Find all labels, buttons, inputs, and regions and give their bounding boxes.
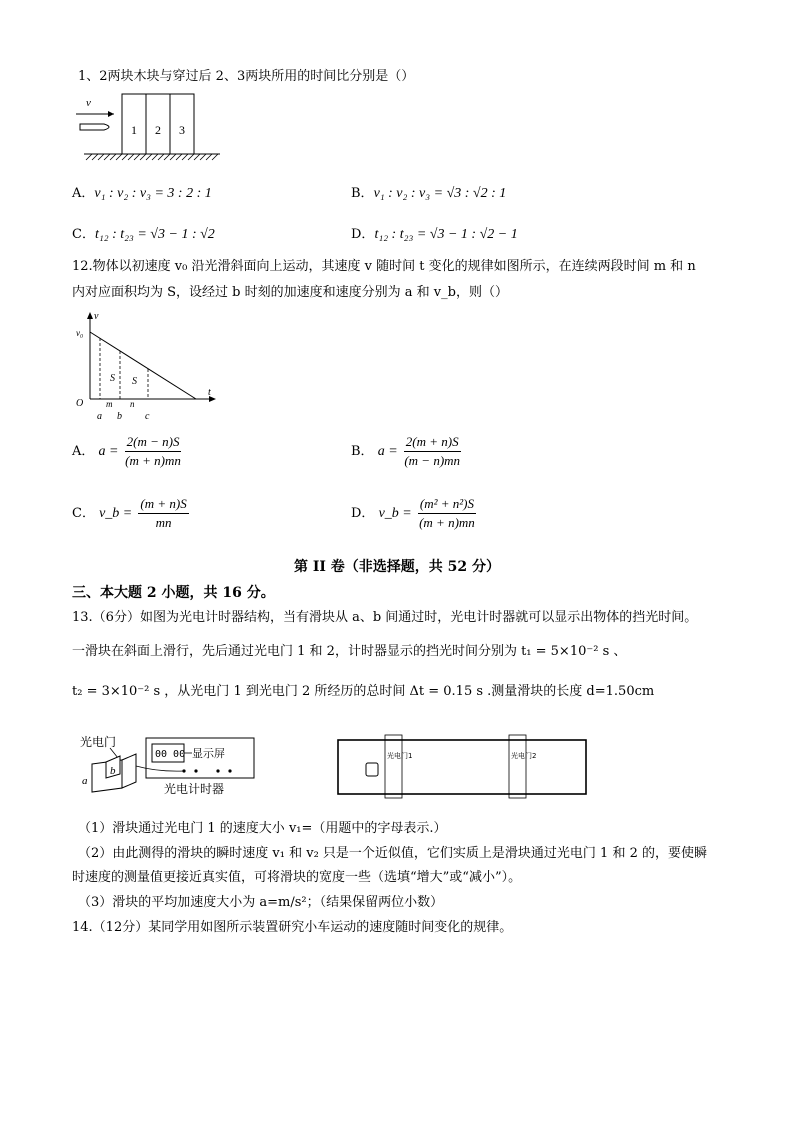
- timer-label: 光电计时器: [164, 782, 225, 796]
- fraction: [125, 434, 182, 469]
- fraction: [418, 496, 476, 531]
- option-lhs: a =: [98, 444, 119, 459]
- display-label: 显示屏: [192, 747, 225, 760]
- q11-stem: 1、2两块木块与穿过后 2、3两块所用的时间比分别是（）: [78, 69, 415, 84]
- q12-stem-line1: 12.物体以初速度 v₀ 沿光滑斜面向上运动，其速度 v 随时间 t 变化的规律如图所示，在连续两段时间 m 和 n: [72, 259, 696, 274]
- q11-option-a[interactable]: [72, 182, 212, 202]
- v0-label: v₀: [76, 328, 84, 338]
- option-label: D．: [351, 506, 375, 521]
- q12-stem-line2: 内对应面积均为 S，设经过 b 时刻的加速度和速度分别为 a 和 v_b，则（）: [72, 285, 508, 300]
- area-s2: S: [132, 376, 137, 387]
- bullet-shape: [80, 124, 109, 130]
- option-label: B．: [351, 186, 374, 201]
- v-axis-arrow: [87, 312, 93, 319]
- velocity-arrowhead: [108, 111, 114, 117]
- q13-stem-line1: 13.（6分）如图为光电计时器结构，当有滑块从 a、b 间通过时，光电计时器就可以显示出物体的挡光时间。: [72, 610, 698, 625]
- option-expr: v₁ : v₂ : v₃ = √3 : √2 : 1: [373, 186, 507, 201]
- incline-track-figure: [336, 734, 588, 800]
- q14-stem: 14.（12分）某同学用如图所示装置研究小车运动的速度随时间变化的规律。: [72, 920, 513, 935]
- q11-option-c[interactable]: [72, 223, 215, 243]
- slider-block: [366, 763, 378, 776]
- q12-option-b[interactable]: [351, 434, 463, 469]
- numerator: (m + n)S: [138, 496, 188, 514]
- option-label: C．: [72, 506, 95, 521]
- gate-depth: [122, 754, 136, 788]
- display-value: 00 00: [155, 749, 186, 760]
- option-label: C．: [72, 227, 95, 242]
- q11-option-b[interactable]: [351, 182, 506, 202]
- q12-option-c[interactable]: [72, 496, 191, 531]
- q13-sub2-line1: （2）由此测得的滑块的瞬时速度 v₁ 和 v₂ 只是一个近似值，它们实质上是滑块通过光电门 1 和 2 的，要使瞬: [78, 846, 707, 861]
- option-expr: t₁₂ : t₂₃ = √3 − 1 : √2: [94, 227, 215, 242]
- interval-m: m: [106, 399, 113, 409]
- q12-option-a[interactable]: [72, 434, 183, 469]
- tick-b: b: [117, 411, 122, 422]
- numerator: 2(m + n)S: [404, 434, 461, 452]
- gate2-label: 光电门2: [511, 752, 537, 760]
- t-axis-label: t: [208, 387, 211, 398]
- option-label: A．: [72, 186, 95, 201]
- denominator: mn: [155, 515, 172, 530]
- fraction: [138, 496, 188, 531]
- velocity-label: v: [86, 97, 91, 109]
- option-label: B．: [351, 444, 374, 459]
- option-expr: t₁₂ : t₂₃ = √3 − 1 : √2 − 1: [374, 227, 518, 242]
- q11-option-d[interactable]: [351, 223, 518, 243]
- numerator: 2(m − n)S: [125, 434, 182, 452]
- section3-title: 三、本大题 2 小题，共 16 分。: [72, 585, 275, 601]
- option-expr: v₁ : v₂ : v₃ = 3 : 2 : 1: [94, 186, 212, 201]
- part2-title: 第 II 卷（非选择题，共 52 分）: [293, 559, 501, 575]
- tick-c: c: [145, 411, 150, 422]
- photogate-structure-figure: [78, 726, 278, 801]
- block-2-label: 2: [155, 123, 161, 137]
- q11-blocks-figure: [74, 90, 224, 162]
- q13-stem-line3: t₂ = 3×10⁻² s ，从光电门 1 到光电门 2 所经历的总时间 Δt = 0.15 s .测量滑块的长度 d=1.50cm: [72, 684, 655, 699]
- area-s1: S: [110, 373, 115, 384]
- q13-sub1: （1）滑块通过光电门 1 的速度大小 v₁=（用题中的字母表示.）: [78, 821, 447, 836]
- option-lhs: v_b =: [378, 506, 412, 521]
- numerator: (m² + n²)S: [418, 496, 476, 514]
- option-label: A．: [72, 444, 95, 459]
- denominator: (m + n)mn: [125, 453, 181, 468]
- denominator: (m − n)mn: [404, 453, 461, 468]
- block-1-label: 1: [131, 123, 137, 137]
- option-lhs: a =: [377, 444, 398, 459]
- gate-b-label: b: [110, 765, 116, 777]
- origin-label: O: [76, 398, 84, 409]
- gate-label: 光电门: [80, 735, 117, 749]
- option-label: D．: [351, 227, 375, 242]
- interval-n: n: [130, 399, 135, 409]
- vt-line: [90, 332, 196, 399]
- option-lhs: v_b =: [99, 506, 133, 521]
- q13-sub3: （3）滑块的平均加速度大小为 a=m/s²；（结果保留两位小数）: [78, 895, 444, 910]
- q12-vt-graph: [70, 307, 220, 422]
- q13-stem-line2: 一滑块在斜面上滑行，先后通过光电门 1 和 2，计时器显示的挡光时间分别为 t₁ = 5×10⁻² s 、: [72, 644, 627, 659]
- gate1-label: 光电门1: [387, 752, 413, 760]
- ground-hatch: [86, 154, 218, 160]
- tick-a: a: [97, 411, 102, 422]
- v-axis-label: v: [94, 311, 99, 322]
- fraction: [404, 434, 461, 469]
- denominator: (m + n)mn: [419, 515, 475, 530]
- gate-a-label: a: [82, 775, 88, 787]
- block-3-label: 3: [179, 123, 185, 137]
- q13-sub2-line2: 时速度的测量值更接近真实值，可将滑块的宽度一些（选填“增大”或“减小”）。: [72, 870, 522, 885]
- q12-option-d[interactable]: [351, 496, 478, 531]
